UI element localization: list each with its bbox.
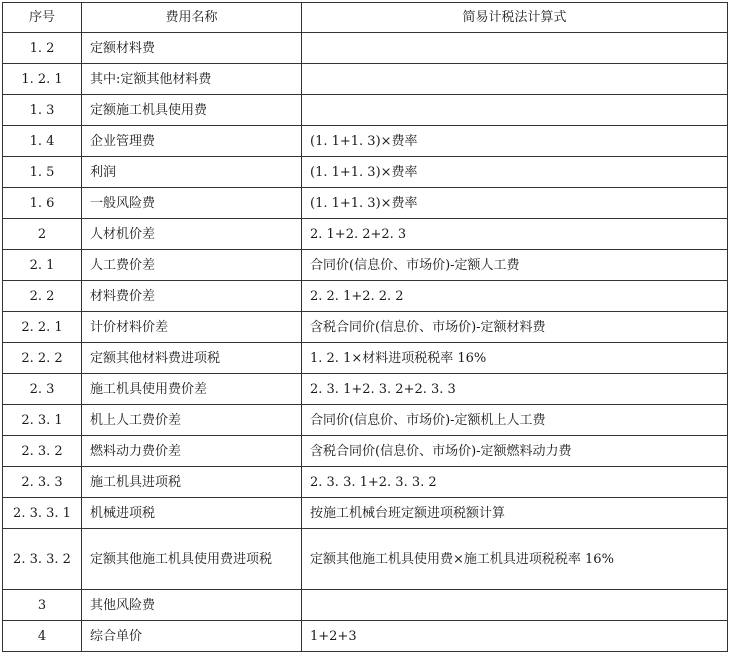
- row-name: 定额施工机具使用费: [82, 95, 302, 126]
- row-index: 1. 2. 1: [3, 64, 82, 95]
- row-index: 4: [3, 621, 82, 652]
- row-index: 1. 2: [3, 33, 82, 64]
- table-row: [3, 621, 728, 652]
- row-name: 定额其他材料费进项税: [82, 343, 302, 374]
- table-row: [3, 343, 728, 374]
- table-row: [3, 281, 728, 312]
- row-formula: (1. 1+1. 3)×费率: [302, 126, 728, 157]
- table-row: [3, 467, 728, 498]
- row-index: 2. 3: [3, 374, 82, 405]
- table-row: [3, 33, 728, 64]
- row-index: 1. 4: [3, 126, 82, 157]
- row-formula: 1. 2. 1×材料进项税税率 16%: [302, 343, 728, 374]
- row-index: 2. 3. 3. 2: [3, 529, 82, 590]
- header-row: [3, 3, 728, 33]
- table-row: [3, 219, 728, 250]
- row-name: 人材机价差: [82, 219, 302, 250]
- row-index: 2. 1: [3, 250, 82, 281]
- row-index: 2. 2: [3, 281, 82, 312]
- row-index: 2. 3. 3. 1: [3, 498, 82, 529]
- row-name: 施工机具使用费价差: [82, 374, 302, 405]
- row-name: 定额材料费: [82, 33, 302, 64]
- table-row: [3, 64, 728, 95]
- table-row: [3, 126, 728, 157]
- row-name: 其中:定额其他材料费: [82, 64, 302, 95]
- row-formula: 2. 1+2. 2+2. 3: [302, 219, 728, 250]
- row-name: 机械进项税: [82, 498, 302, 529]
- row-name: 材料费价差: [82, 281, 302, 312]
- row-formula: 2. 3. 3. 1+2. 3. 3. 2: [302, 467, 728, 498]
- table-row: [3, 188, 728, 219]
- table-row: [3, 498, 728, 529]
- row-name: 人工费价差: [82, 250, 302, 281]
- row-name: 综合单价: [82, 621, 302, 652]
- row-formula: 2. 3. 1+2. 3. 2+2. 3. 3: [302, 374, 728, 405]
- row-name: 燃料动力费价差: [82, 436, 302, 467]
- header-formula: 简易计税法计算式: [302, 3, 728, 33]
- row-formula: 合同价(信息价、市场价)-定额机上人工费: [302, 405, 728, 436]
- row-name: 施工机具进项税: [82, 467, 302, 498]
- row-formula: [302, 64, 728, 95]
- row-formula: 定额其他施工机具使用费×施工机具进项税税率 16%: [302, 529, 728, 590]
- table-row: [3, 374, 728, 405]
- row-name: 机上人工费价差: [82, 405, 302, 436]
- row-formula: 1+2+3: [302, 621, 728, 652]
- row-formula: 按施工机械台班定额进项税额计算: [302, 498, 728, 529]
- table-row: [3, 250, 728, 281]
- row-index: 1. 3: [3, 95, 82, 126]
- row-name: 定额其他施工机具使用费进项税: [82, 529, 302, 590]
- table-row: [3, 312, 728, 343]
- row-formula: [302, 590, 728, 621]
- row-index: 3: [3, 590, 82, 621]
- row-name: 一般风险费: [82, 188, 302, 219]
- table-row: [3, 590, 728, 621]
- row-index: 2. 3. 3: [3, 467, 82, 498]
- row-name: 其他风险费: [82, 590, 302, 621]
- row-index: 2. 3. 1: [3, 405, 82, 436]
- table-row: [3, 529, 728, 590]
- row-name: 计价材料价差: [82, 312, 302, 343]
- table-row: [3, 405, 728, 436]
- row-index: 2. 3. 2: [3, 436, 82, 467]
- cost-table: [2, 2, 728, 652]
- row-formula: 2. 2. 1+2. 2. 2: [302, 281, 728, 312]
- row-index: 2. 2. 2: [3, 343, 82, 374]
- row-name: 企业管理费: [82, 126, 302, 157]
- row-index: 1. 5: [3, 157, 82, 188]
- row-formula: [302, 95, 728, 126]
- header-name: 费用名称: [82, 3, 302, 33]
- table-row: [3, 157, 728, 188]
- row-name: 利润: [82, 157, 302, 188]
- row-formula: 含税合同价(信息价、市场价)-定额燃料动力费: [302, 436, 728, 467]
- table-row: [3, 436, 728, 467]
- table-row: [3, 95, 728, 126]
- row-index: 2: [3, 219, 82, 250]
- row-formula: (1. 1+1. 3)×费率: [302, 157, 728, 188]
- row-formula: 含税合同价(信息价、市场价)-定额材料费: [302, 312, 728, 343]
- row-formula: 合同价(信息价、市场价)-定额人工费: [302, 250, 728, 281]
- row-formula: [302, 33, 728, 64]
- row-index: 1. 6: [3, 188, 82, 219]
- row-index: 2. 2. 1: [3, 312, 82, 343]
- header-index: 序号: [3, 3, 82, 33]
- row-formula: (1. 1+1. 3)×费率: [302, 188, 728, 219]
- cost-table-container: [2, 2, 727, 652]
